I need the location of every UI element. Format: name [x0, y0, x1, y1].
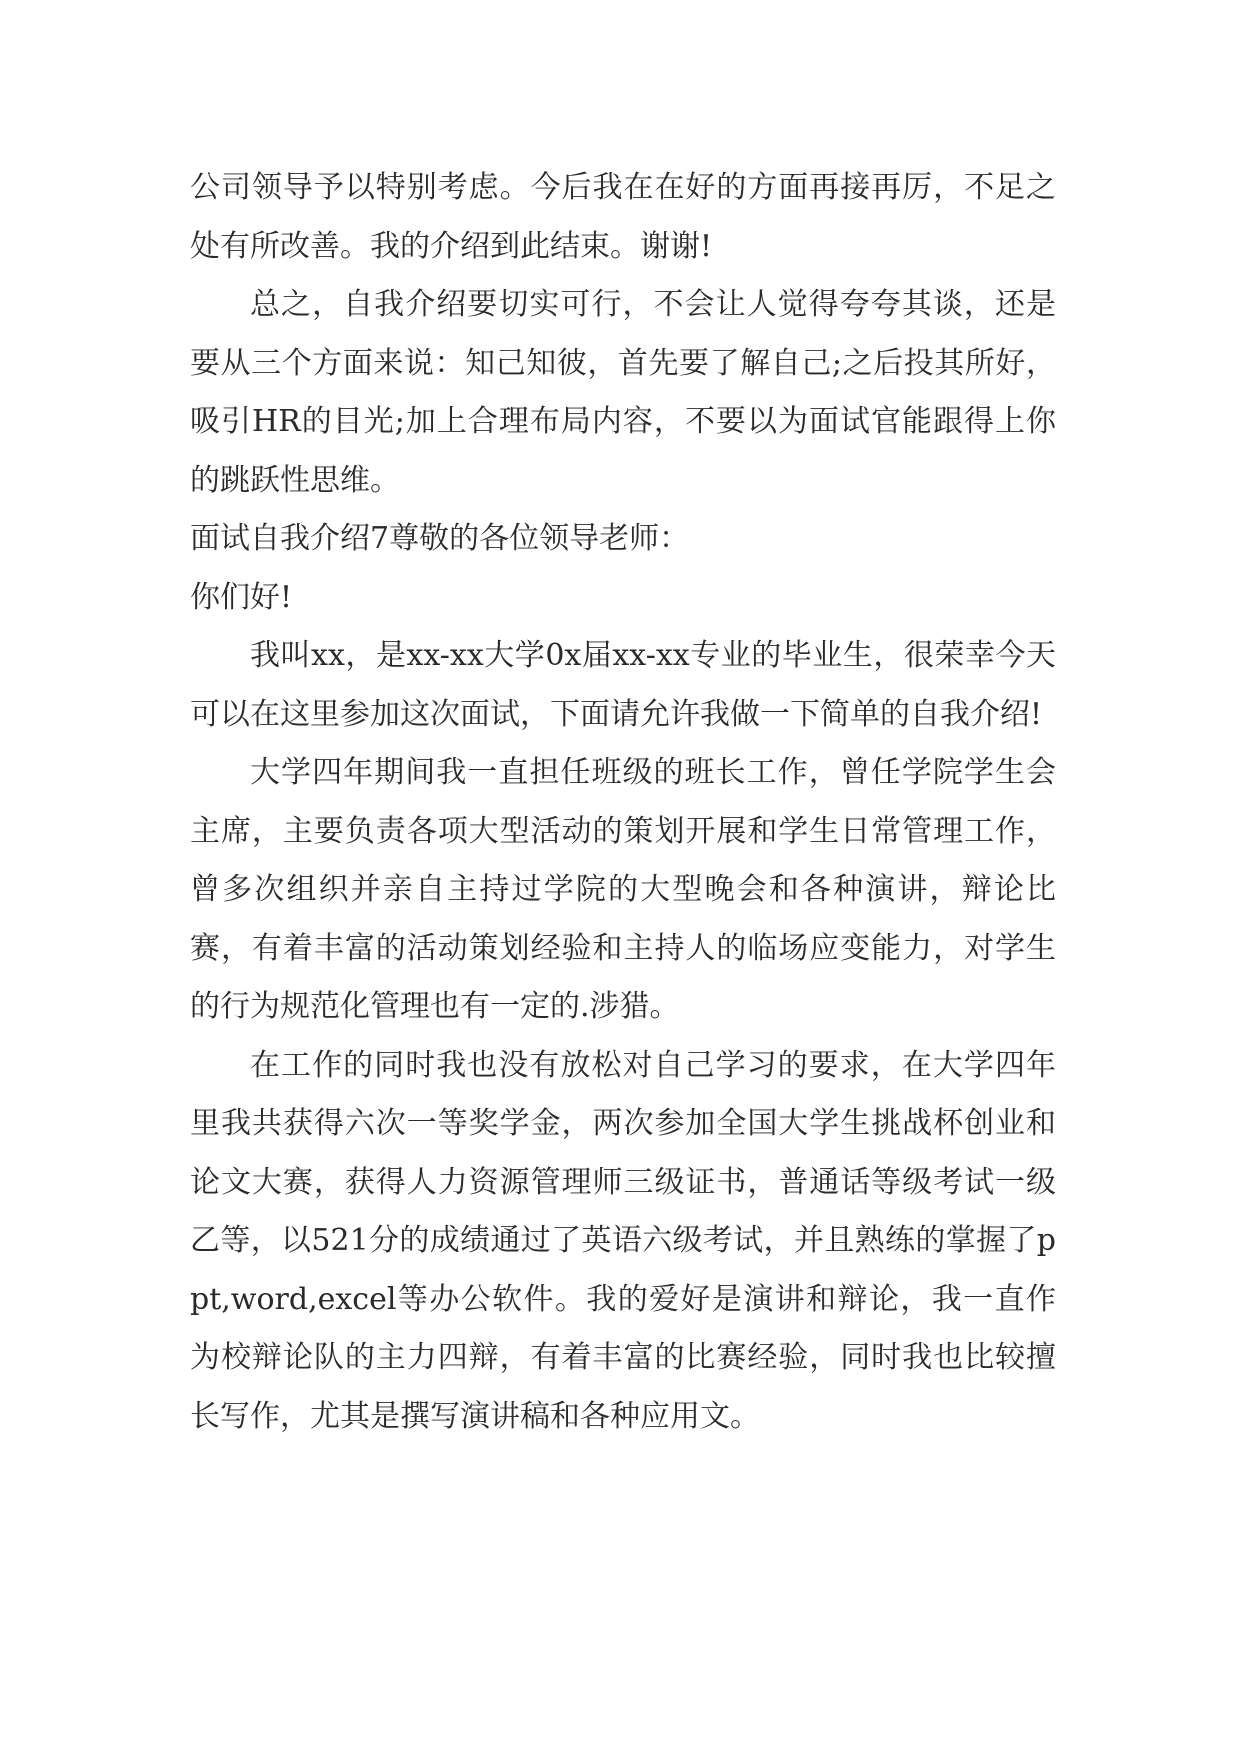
paragraph-greeting: 你们好! — [190, 579, 293, 615]
paragraph-closing-remarks: 公司领导予以特别考虑。今后我在在好的方面再接再厉，不足之处有所改善。我的介绍到此结束。谢谢! — [190, 170, 1056, 264]
paragraph-self-introduction: 我叫xx，是xx-xx大学0x届xx-xx专业的毕业生，很荣幸今天可以在这里参加这次面试，下面请允许我做一下简单的自我介绍! — [190, 638, 1056, 732]
paragraph-summary: 总之，自我介绍要切实可行，不会让人觉得夸夸其谈，还是要从三个方面来说：知己知彼，首先要了解自己;之后投其所好，吸引HR的目光;加上合理布局内容，不要以为面试官能跟得上你的跳跃性思维。 — [190, 287, 1056, 498]
paragraph-student-work: 大学四年期间我一直担任班级的班长工作，曾任学院学生会主席，主要负责各项大型活动的策划开展和学生日常管理工作，曾多次组织并亲自主持过学院的大型晚会和各种演讲，辩论比赛，有着丰富的活动策划经验和主持人的临场应变能力，对学生的行为规范化管理也有一定的.涉猎。 — [190, 755, 1056, 1024]
paragraph-section-heading: 面试自我介绍7尊敬的各位领导老师： — [190, 521, 690, 556]
paragraph-achievements: 在工作的同时我也没有放松对自己学习的要求，在大学四年里我共获得六次一等奖学金，两次参加全国大学生挑战杯创业和论文大赛，获得人力资源管理师三级证书，普通话等级考试一级乙等，以521分的成绩通过了英语六级考试，并且熟练的掌握了ppt,word,excel等办公软件。我的爱好是演讲和辩论，我一直作为校辩论队的主力四辩，有着丰富的比赛经验，同时我也比较擅长写作，尤其是撰写演讲稿和各种应用文。 — [190, 1047, 1056, 1434]
document-body — [190, 159, 1056, 1446]
